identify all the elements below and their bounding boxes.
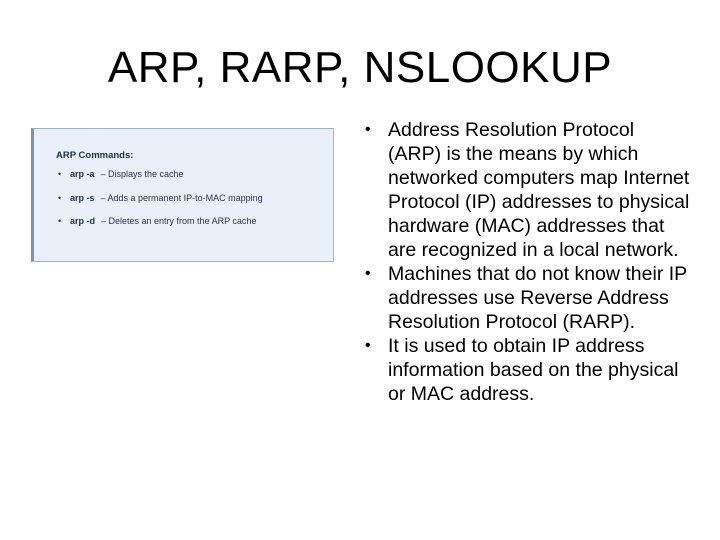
bullet-icon: •: [58, 192, 62, 203]
arp-command-description: – Adds a permanent IP-to-MAC mapping: [100, 192, 263, 203]
body-list-item-text: Machines that do not know their IP addresses use Reverse Address Resolution Protocol (RARP).: [388, 263, 687, 333]
body-list-item-text: It is used to obtain IP address information based on the physical or MAC address.: [388, 335, 679, 405]
bullet-icon: •: [365, 121, 371, 138]
arp-command-item: [56, 169, 326, 193]
bullet-icon: •: [365, 265, 371, 282]
arp-command-item: [56, 193, 326, 217]
body-list-item-text: Address Resolution Protocol (ARP) is the means by which networked computers map Internet Protocol (IP) addresses to physical hardware (MAC) addresses that are recognized in a local network.: [388, 119, 690, 261]
slide-title: ARP, RARP, NSLOOKUP: [107, 43, 613, 92]
arp-command-description: – Displays the cache: [100, 169, 184, 179]
body-list-item: [362, 262, 692, 334]
body-list-item: [362, 118, 692, 262]
arp-command-description: – Deletes an entry from the ARP cache: [101, 216, 257, 226]
arp-commands-figure: [31, 128, 334, 262]
arp-commands-heading: ARP Commands:: [56, 150, 134, 161]
arp-command-name: arp -d: [70, 216, 96, 226]
body-list-item: [362, 334, 692, 406]
arp-commands-list: [56, 169, 326, 240]
body-bullet-list: [362, 118, 692, 406]
bullet-icon: •: [365, 337, 371, 354]
arp-command-item: [56, 216, 326, 240]
arp-command-name: arp -a: [70, 169, 95, 179]
bullet-icon: •: [58, 216, 62, 226]
arp-command-name: arp -s: [70, 192, 95, 203]
bullet-icon: •: [58, 169, 62, 179]
